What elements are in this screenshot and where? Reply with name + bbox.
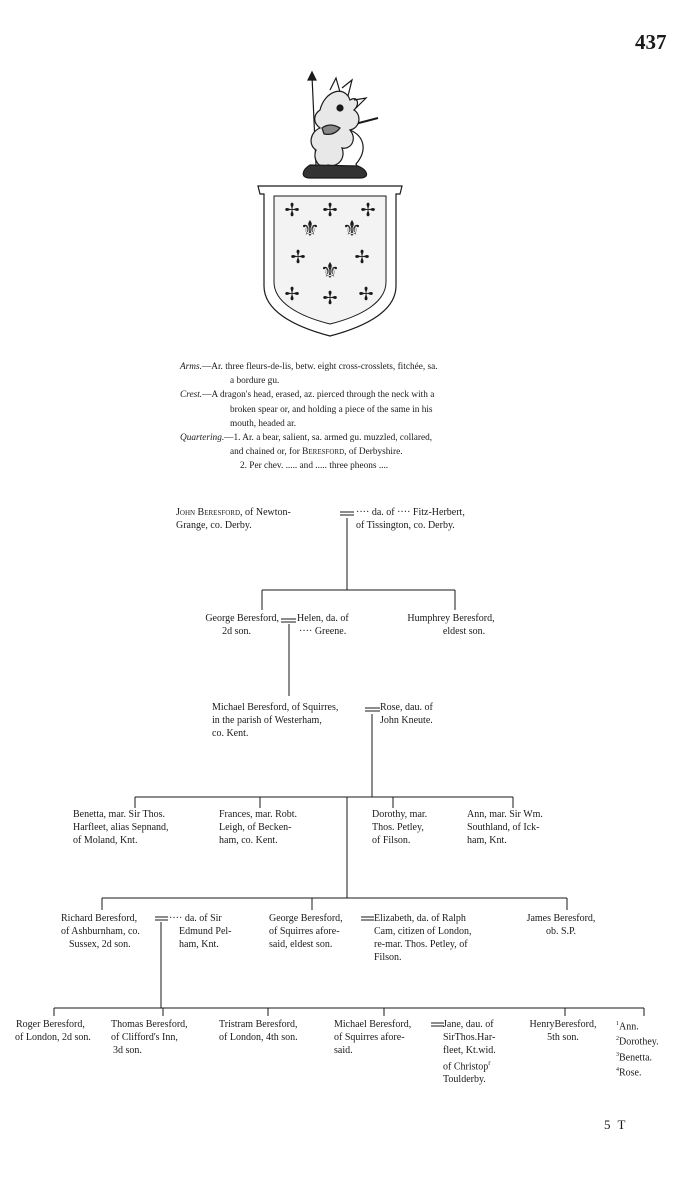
humphrey-beresford: Humphrey Beresford, eldest son. [407,613,495,637]
svg-text:✢: ✢ [284,200,300,221]
svg-text:✢: ✢ [360,200,376,221]
svg-text:✢: ✢ [284,284,300,305]
elizabeth-cam: Elizabeth, da. of Ralph Cam, citizen of London, re-mar. Thos. Petley, of Filson. [374,913,472,963]
svg-text:✢: ✢ [358,284,374,305]
page-number: 437 [635,30,667,54]
rose-kneute: Rose, dau. of John Kneute. [380,702,433,726]
daughter-item: $^3$Benetta. [616,1051,653,1063]
svg-text:✢: ✢ [322,288,338,309]
george-beresford-gen2: George Beresford, 2d son. [205,613,279,637]
daughter-item: $^1$Ann. [616,1021,639,1033]
george-beresford-gen5: George Beresford, of Squirres afore- said, eldest son. [269,913,343,950]
roger-beresford: Roger Beresford, of London, 2d son. [15,1019,91,1043]
descent-lines [54,518,644,1016]
pelham-wife: ···· da. of Sir Edmund Pel- ham, Knt. [169,913,232,950]
daughter-item: $^2$Dorothey. [616,1036,659,1048]
arms-label: Arms. [180,362,202,372]
svg-text:✢: ✢ [322,200,338,221]
dorothy-petley: Dorothy, mar. Thos. Petley, of Filson. [372,809,428,846]
fitz-herbert-wife: ···· da. of ···· Fitz-Herbert, of Tissington, co. Derby. [356,507,465,531]
crest-label: Crest. [180,390,203,401]
jane-harfleet: Jane, dau. of SirThos.Har- fleet, Kt.wid. of Christop$^r$ Toulderby. [443,1019,496,1086]
helen-greene: Helen, da. of ···· Greene. [297,613,349,637]
crest-description: Crest.—A dragon's head, erased, az. pierced through the neck with a [180,390,435,401]
james-beresford: James Beresford, ob. S.P. [526,913,596,937]
svg-text:✢: ✢ [354,247,370,268]
thomas-beresford: Thomas Beresford, of Clifford's Inn, 3d son. [111,1019,188,1056]
michael-beresford-gen6: Michael Beresford, of Squirres afore- said. [334,1019,412,1056]
blazon: Arms.—Ar. three fleurs-de-lis, betw. eight cross-crosslets, fitchée, sa. a bordure gu. Crest.—A dragon's head, erased, az. pierced through the neck with a broken spear or, and holding a piece of the same in his mouth, headed ar. Quartering.—1. Ar. a bear, salient, sa. armed gu. muzzled, collared, and chained or, for Beresford, of Derbyshire. 2. Per chev. ..... and ..... three pheons .... [180,360,510,474]
svg-text:✢: ✢ [290,247,306,268]
michael-beresford-gen3: Michael Beresford, of Squirres, in the parish of Westerham, co. Kent. [212,702,339,739]
svg-text:⚜: ⚜ [300,217,320,242]
svg-text:⚜: ⚜ [320,259,340,284]
john-beresford: John Beresford, of Newton- Grange, co. Derby. [176,507,291,531]
tristram-beresford: Tristram Beresford, of London, 4th son. [219,1019,298,1043]
quartering-label: Quartering. [180,433,225,444]
quartering-description: Quartering.—1. Ar. a bear, salient, sa. armed gu. muzzled, collared, [180,433,433,444]
ann-southland: Ann, mar. Sir Wm. Southland, of Ick- ham, Knt. [467,809,543,846]
daughter-item: $^4$Rose. [616,1066,642,1079]
arms-description: Arms.—Ar. three fleurs-de-lis, betw. eight cross-crosslets, fitchée, sa. [180,362,438,372]
svg-text:⚜: ⚜ [342,217,362,242]
henry-beresford: HenryBeresford, 5th son. [529,1019,597,1043]
benetta-harfleet: Benetta, mar. Sir Thos. Harfleet, alias Sepnand, of Moland, Knt. [73,809,169,846]
frances-leigh: Frances, mar. Robt. Leigh, of Becken- ham, co. Kent. [219,809,298,846]
daughters-list [616,1018,659,1079]
richard-beresford: Richard Beresford, of Ashburnham, co. Sussex, 2d son. [61,913,140,950]
signature-mark: 5 T [604,1117,628,1132]
